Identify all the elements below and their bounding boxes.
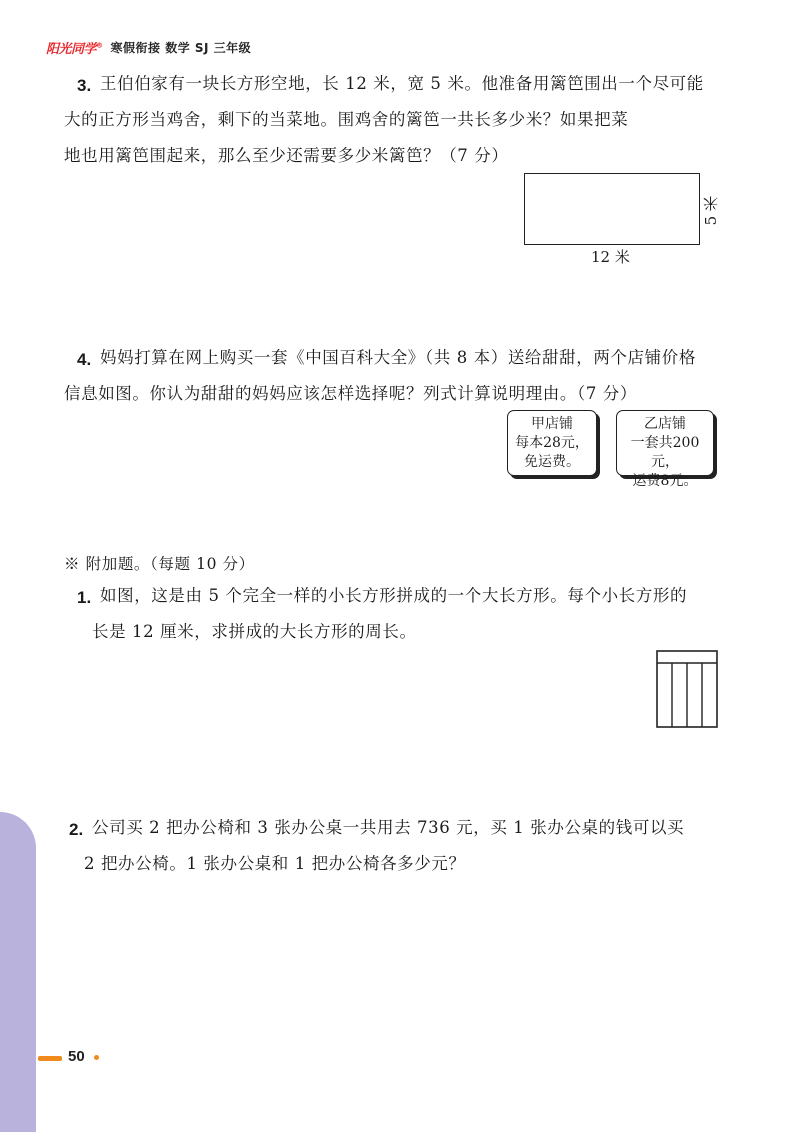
shop-jia-name: 甲店铺 xyxy=(531,416,573,432)
book-title: 寒假衔接 数学 SJ 三年级 xyxy=(110,41,252,55)
page-header xyxy=(46,38,251,57)
question-3-number: 3. xyxy=(77,76,92,95)
shop-card-jia xyxy=(507,410,597,476)
question-3-line-2: 大的正方形当鸡舍，剩下的当菜地。围鸡舍的篱笆一共长多少米？如果把菜 xyxy=(64,110,629,129)
side-tab-decoration xyxy=(0,812,36,1132)
bonus-question-1-line-2: 长是 12 厘米，求拼成的大长方形的周长。 xyxy=(92,622,417,641)
rectangle-length-label: 12 米 xyxy=(591,248,630,266)
rectangle-width-label: 5 米 xyxy=(702,196,720,226)
shop-jia-price: 每本28元， xyxy=(515,435,589,451)
bonus-question-2-line-2: 2 把办公椅。1 张办公桌和 1 把办公椅各多少元？ xyxy=(84,854,466,873)
question-3-line-3: 地也用篱笆围起来，那么至少还需要多少米篱笆？（7 分） xyxy=(64,146,509,165)
question-4-line-1: 妈妈打算在网上购买一套《中国百科大全》（共 8 本）送给甜甜，两个店铺价格 xyxy=(100,348,696,367)
bonus-question-1-line-1: 如图，这是由 5 个完全一样的小长方形拼成的一个大长方形。每个小长方形的 xyxy=(100,586,688,605)
five-rectangles-figure xyxy=(656,650,720,730)
page-number-bar xyxy=(38,1056,62,1061)
shop-jia-shipping: 免运费。 xyxy=(524,454,580,470)
shop-yi-name: 乙店铺 xyxy=(644,416,686,432)
publisher-logo: 阳光同学® xyxy=(46,41,103,57)
shop-yi-price: 一套共200元， xyxy=(630,435,700,470)
question-3-line-1: 王伯伯家有一块长方形空地，长 12 米，宽 5 米。他准备用篱笆围出一个尽可能 xyxy=(100,74,704,93)
bonus-heading: ※ 附加题。（每题 10 分） xyxy=(64,555,255,573)
shop-yi-shipping: 运费8元。 xyxy=(632,473,698,489)
bonus-question-1-number: 1. xyxy=(77,588,92,607)
shop-card-yi xyxy=(616,410,714,489)
bonus-question-2-line-1: 公司买 2 把办公椅和 3 张办公桌一共用去 736 元，买 1 张办公桌的钱可以买 xyxy=(92,818,685,837)
rectangle-plot-figure xyxy=(524,173,700,245)
question-4-line-2: 信息如图。你认为甜甜的妈妈应该怎样选择呢？列式计算说明理由。（7 分） xyxy=(64,384,637,403)
page-number-dot xyxy=(94,1055,99,1060)
bonus-question-2-number: 2. xyxy=(69,820,84,839)
page-number: 50 xyxy=(68,1048,85,1065)
question-4-number: 4. xyxy=(77,350,92,369)
